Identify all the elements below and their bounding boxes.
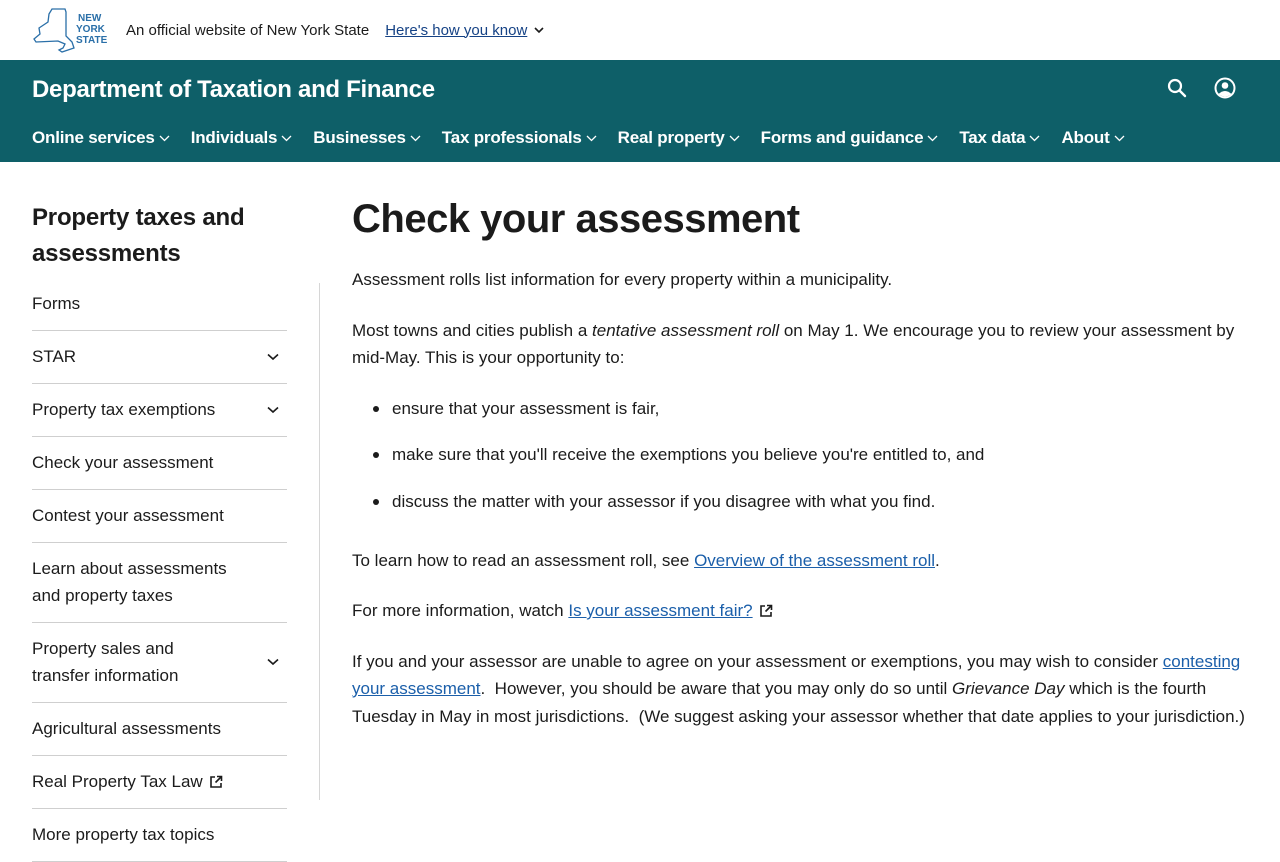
sidebar-item-forms[interactable] [32, 290, 287, 331]
chevron-down-icon [729, 135, 740, 142]
nav-real-property[interactable] [618, 128, 740, 148]
chevron-down-icon [159, 135, 170, 142]
sidebar-item-label: Check your assessment [32, 453, 214, 472]
text: . [935, 550, 940, 570]
sidebar-item-check-your-assessment[interactable] [32, 437, 287, 490]
chevron-down-icon[interactable] [267, 658, 279, 666]
external-link-icon [759, 604, 773, 618]
main-content [352, 196, 1252, 753]
nav-label: Forms and guidance [760, 128, 924, 147]
official-website-text: An official website of New York State [126, 21, 370, 39]
opportunity-list [352, 395, 1252, 515]
nav-online-services[interactable] [32, 128, 170, 148]
account-button[interactable] [1214, 76, 1236, 100]
nys-logo[interactable] [32, 6, 110, 54]
svg-text:STATE: STATE [76, 35, 108, 46]
chevron-down-icon [534, 27, 544, 34]
sidebar-item-label: Forms [32, 294, 81, 313]
svg-text:NEW: NEW [78, 13, 102, 24]
nav-label: Real property [617, 128, 725, 147]
sidebar-item-label: Contest your assessment [32, 506, 224, 525]
read-roll-paragraph [352, 547, 1252, 575]
contest-paragraph [352, 648, 1252, 731]
sidebar-item-label: Property tax exemptions [32, 400, 216, 419]
text: on May 1. We encourage you to review your assessment by mid-May. This is your opportunity to: [352, 320, 1235, 367]
intro-paragraph: Assessment rolls list information for every property within a municipality. [352, 270, 893, 289]
sidebar-item-learn-about-assessments[interactable] [32, 543, 287, 623]
text: For more information, watch [352, 601, 569, 620]
svg-text:YORK: YORK [76, 24, 105, 35]
heres-how-you-know-link[interactable] [385, 22, 544, 39]
chevron-down-icon [586, 135, 597, 142]
sidebar-item-star[interactable] [32, 331, 287, 384]
sidebar-item-property-tax-exemptions[interactable] [32, 384, 287, 437]
sidebar-item-label: Property sales and transfer information [32, 639, 179, 685]
text: If you and your assessor are unable to agree on your assessment or exemptions, you may wish to consider [352, 651, 1163, 671]
list-item: discuss the matter with your assessor if you disagree with what you find. [352, 488, 1252, 515]
overview-assessment-roll-link[interactable]: Overview of the assessment roll [694, 550, 935, 570]
nav-label: Online services [32, 128, 155, 147]
sidebar-item-label: Learn about assessments and property taxes [32, 559, 227, 605]
nav-about[interactable] [1061, 128, 1124, 148]
site-header [0, 60, 1280, 162]
more-info-paragraph [352, 597, 1252, 625]
text: which is the fourth Tuesday in May in most jurisdictions. (We suggest asking your assessor whether that date applies to your jurisdiction.) [352, 679, 1245, 726]
sidebar-item-more-property-tax-topics[interactable] [32, 809, 287, 862]
text: To learn how to read an assessment roll, see [352, 550, 695, 570]
site-title[interactable]: Department of Taxation and Finance [32, 76, 435, 103]
nav-label: Individuals [190, 128, 278, 147]
page-title: Check your assessment [352, 197, 800, 241]
search-icon [1167, 78, 1187, 98]
sidebar-nav [32, 290, 287, 862]
nav-label: About [1061, 128, 1110, 147]
sidebar-item-agricultural-assessments[interactable] [32, 703, 287, 756]
text: . However, you should be aware that you may only do so until [480, 679, 953, 698]
nav-label: Tax professionals [441, 128, 582, 147]
text: Most towns and cities publish a [352, 320, 593, 340]
sidebar-item-real-property-tax-law[interactable] [32, 756, 287, 809]
chevron-down-icon[interactable] [267, 353, 279, 361]
is-your-assessment-fair-link[interactable]: Is your assessment fair? [568, 601, 753, 620]
sidebar-item-label: Real Property Tax Law [32, 772, 203, 791]
chevron-down-icon [410, 135, 421, 142]
sidebar-item-label: More property tax topics [32, 825, 215, 844]
official-banner [0, 0, 1280, 60]
tentative-roll-paragraph [352, 317, 1252, 372]
nav-tax-data[interactable] [959, 128, 1040, 148]
search-button[interactable] [1166, 76, 1188, 100]
chevron-down-icon [1029, 135, 1040, 142]
chevron-down-icon [1114, 135, 1125, 142]
nav-individuals[interactable] [191, 128, 293, 148]
chevron-down-icon [281, 135, 292, 142]
nav-label: Businesses [313, 128, 406, 147]
list-item: make sure that you'll receive the exemptions you believe you're entitled to, and [352, 441, 1252, 468]
section-sidebar [32, 200, 287, 862]
tentative-roll-term: tentative assessment roll [592, 320, 780, 340]
main-nav [32, 128, 1146, 148]
sidebar-item-contest-your-assessment[interactable] [32, 490, 287, 543]
sidebar-item-property-sales-transfer[interactable] [32, 623, 287, 703]
nav-label: Tax data [959, 128, 1026, 147]
sidebar-item-label: STAR [32, 347, 77, 366]
sidebar-item-label-wrap [32, 768, 223, 795]
nav-businesses[interactable] [313, 128, 421, 148]
nav-forms-and-guidance[interactable] [761, 128, 939, 148]
contesting-your-assessment-link[interactable]: contesting your assessment [352, 651, 1241, 698]
header-icons [1166, 76, 1236, 100]
account-icon [1214, 77, 1236, 99]
chevron-down-icon [927, 135, 938, 142]
grievance-day-term: Grievance Day [952, 679, 1065, 698]
list-item: ensure that your assessment is fair, [352, 395, 1252, 422]
sidebar-divider [319, 283, 320, 800]
external-link-icon [209, 775, 223, 789]
chevron-down-icon[interactable] [267, 406, 279, 414]
sidebar-title: Property taxes and assessments [32, 204, 245, 267]
nav-tax-professionals[interactable] [442, 128, 597, 148]
sidebar-item-label: Agricultural assessments [32, 719, 221, 738]
how-you-know-label: Here's how you know [385, 21, 528, 39]
